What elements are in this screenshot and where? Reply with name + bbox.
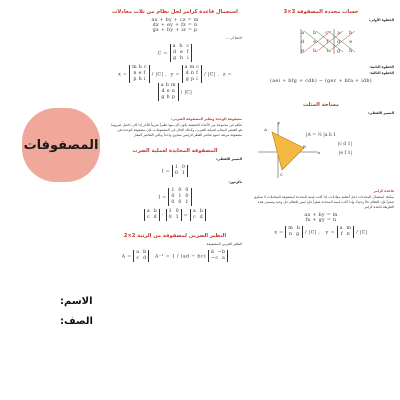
svg-text:y: y (277, 120, 280, 125)
cover-title: المصفوفات (23, 137, 99, 153)
det3-step-2: الخطوة الثانية: (369, 65, 394, 69)
cramer-two-var-system: ax + by = m fx + gy = n (304, 213, 338, 223)
cramer-rule-title: قاعدة كرامر (373, 189, 394, 193)
cramer-note: لاحظ أن ... (225, 36, 242, 40)
svg-text:i: i (326, 49, 328, 54)
svg-text:g: g (337, 49, 340, 54)
triangle-diagram-area (248, 118, 394, 180)
identity-symbols-label: بالرموز: (228, 180, 242, 184)
student-name-label: الاسم: (60, 296, 93, 307)
svg-text:b: b (313, 31, 316, 36)
det3-title: حساب محددة المصفوفة 3×3 (283, 9, 359, 15)
student-class-label: الصف: (60, 316, 93, 327)
diagonal-method-diagram (298, 27, 394, 57)
cramer-rule-text: يمكنك استعمال المحددات لحل أنظمة معادلات، إذا كانت قيمة المحددة لمصفوفة المعاملات لا تساوي صفراً فإن للنظام حلاً وحيداً، وإذا كانت قيمة المحددة صفراً فإن ليس للنظام حل وحيد وتسمى هذه الطريقة قاعدة كرامر (253, 195, 394, 209)
middle-column (108, 6, 242, 396)
cramer-three-equations-title: استعمال قاعدة كرامر لحل نظام من ثلاث معادلات (112, 9, 238, 15)
svg-text:A = ½ |a b 1|: A = ½ |a b 1| (305, 133, 336, 138)
svg-text:d: d (301, 40, 304, 45)
identity-subtitle: المصفوفة المحايدة لعملية الضرب (132, 148, 218, 154)
svg-text:d: d (337, 40, 340, 45)
det3-step-1: الخطوة الأولى: (368, 18, 394, 22)
svg-text:b: b (349, 31, 352, 36)
triangle-area-title: مساحة المثلث (302, 102, 340, 108)
svg-text:A: A (264, 127, 267, 132)
cramer-two-var-formula: x = m b n g / |C| , y = a m f n / |C| (274, 226, 368, 237)
det3-result: (aei + bfg + cdh) − (gec + hfa + idb) (270, 79, 372, 84)
identity-product: a b c d · 1 0 0 1 = a b c d (108, 209, 242, 221)
svg-text:x: x (317, 150, 320, 155)
cramer-formula: x = m b c n e f p h i / |C| , y = a m c d n f g p i / |C| , z = a b m d e n g h p / |C| (118, 65, 232, 100)
inverse-line: النظير الضربي للمصفوفة (206, 242, 242, 246)
triangle-coordinate-diagram (248, 118, 394, 180)
right-column (248, 6, 394, 396)
svg-text:C: C (279, 172, 283, 177)
equation-system: ax + by + cz = m dx + ey + fz = n gx + hy + iz = p (151, 18, 199, 33)
cover-badge (22, 108, 100, 182)
identity-matrix-3x3: I = 1 0 0 0 1 0 0 0 1 (108, 188, 242, 206)
inverse-formula: A = a b c d A⁻¹ = 1 / (ad − bc) d −b −c a (108, 250, 242, 262)
svg-text:a: a (337, 31, 340, 36)
svg-text:a: a (301, 31, 304, 36)
triangle-area-verbal: التعبير اللفظي: (367, 111, 394, 115)
identity-matrix-2x2: I = 1 0 0 1 (108, 165, 242, 177)
svg-text:e: e (349, 40, 352, 45)
identity-verbal-label: التعبير اللفظي: (215, 157, 242, 161)
svg-text:e: e (313, 40, 316, 45)
svg-text:h: h (349, 49, 352, 54)
svg-text:h: h (313, 49, 316, 54)
cramer-coefficient-matrix: C = a b c d e f g h i (108, 44, 242, 62)
svg-text:f: f (326, 40, 328, 45)
svg-text:|c d 1|: |c d 1| (337, 142, 352, 147)
svg-text:c: c (325, 31, 328, 36)
svg-text:|e f 1|: |e f 1| (338, 151, 352, 156)
identity-text: نتكلم في مجموعة من الأعداد الحقيقية يكون كل منها نظيراً ضربياً للأخر إذا كان حاصل ضربهما هو العنصر المحايد لعملية الضرب، وكذلك الحال في المصفوفات، فإن مصفوفة الوحدة هي مصفوفة مربعة جميع عناصر القطر الرئيس تساوي واحداً وباقي العناصر أصفار (111, 123, 242, 137)
svg-text:B: B (303, 144, 306, 149)
inverse-2x2-title: النظير الضربي لمصفوفة من الرتبة 2×2 (123, 233, 227, 239)
det3-step-3: الخطوة الثالثة: (369, 71, 394, 75)
svg-text:g: g (301, 49, 304, 54)
identity-heading: مصفوفة الوحدة ونظير المصفوفة الضربي: (171, 117, 242, 121)
